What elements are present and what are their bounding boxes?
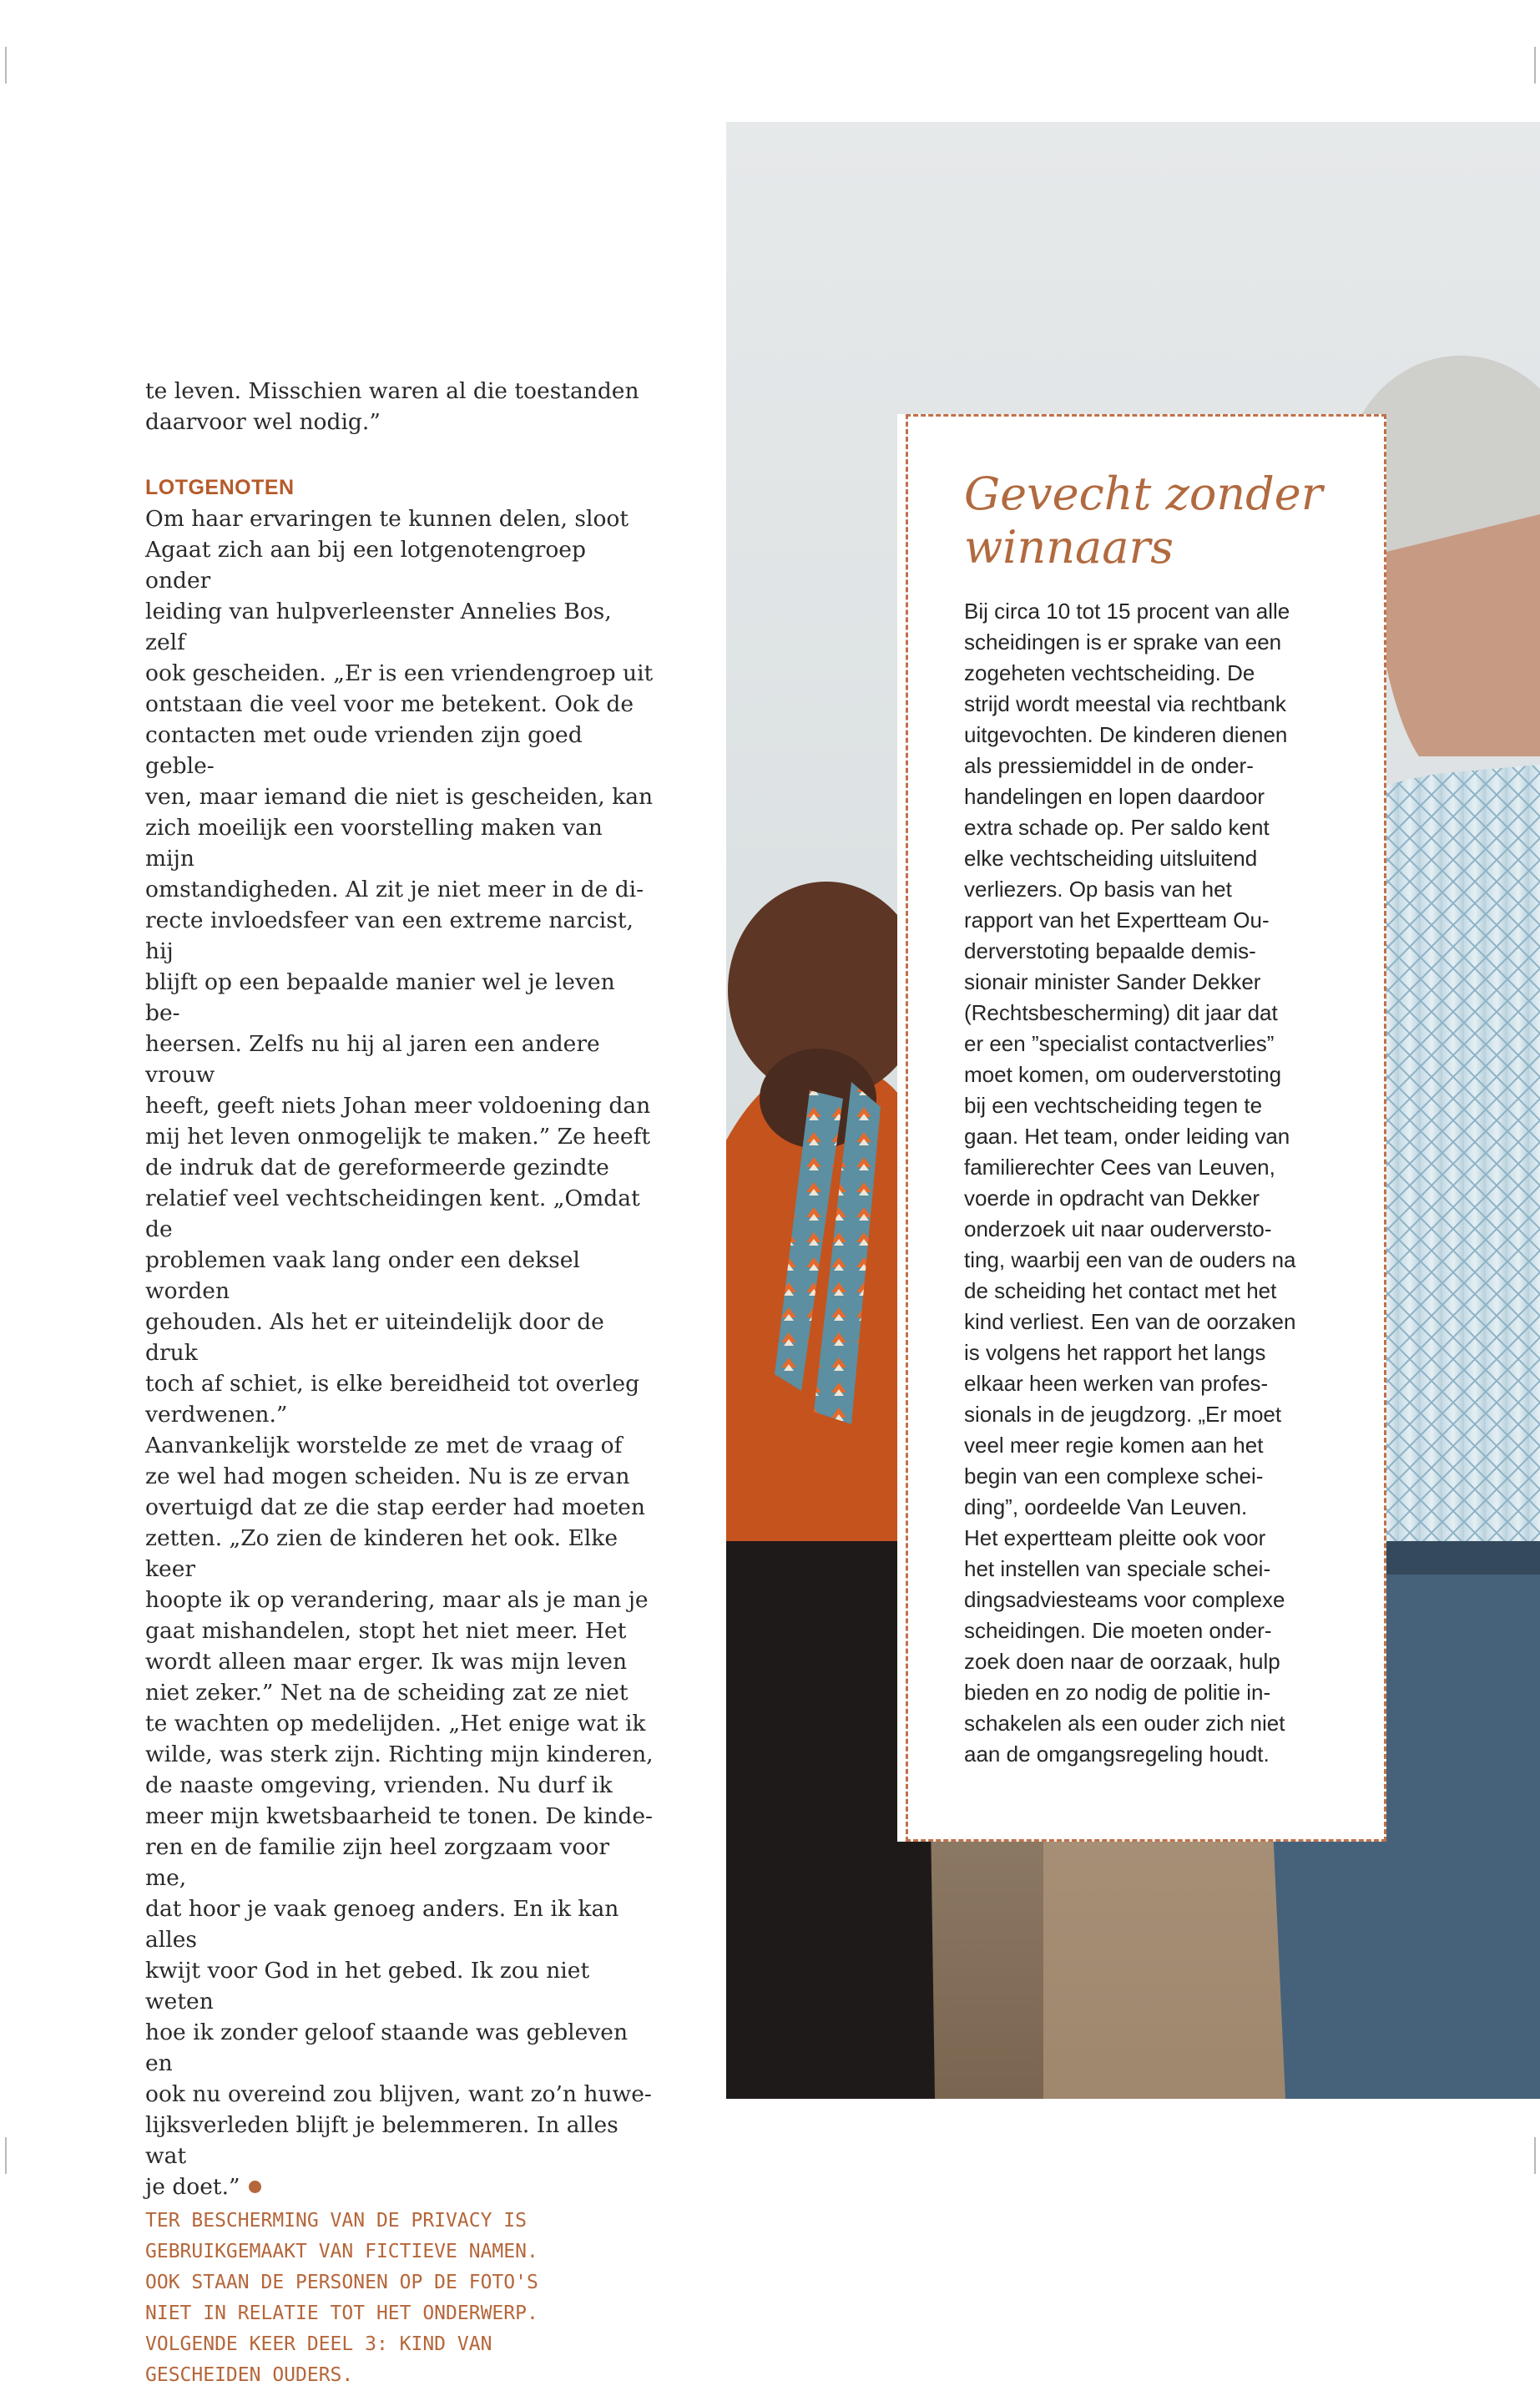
sidebar-body: Bij circa 10 tot 15 procent van alle scheidingen is er sprake van een zogeheten vechtscheiding. De strijd wordt meestal via rechtbank uitgevochten. De kinderen dienen als pressiemiddel in de onder- handelingen en lopen daardoor extra schade op. Per saldo kent elke vechtscheiding uitsluitend verliezers. Op basis van het rapport van het Expertteam Ou- derverstoting bepaalde demis- sionair minister Sander Dekker (Rechtsbescherming) dit jaar dat er een ”specialist contactverlies” moet komen, om ouderverstoting bij een vechtscheiding tegen te gaan. Het team, onder leiding van familierechter Cees van Leuven, voerde in opdracht van Dekker onderzoek uit naar ouderversto- ting, waarbij een van de ouders na de scheiding het contact met het kind verliest. Een van de oorzaken is volgens het rapport het langs elkaar heen werken van profes- sionals in de jeugdzorg. „Er moet veel meer regie komen aan het begin van een complexe schei- ding”, oordeelde Van Leuven. Het expertteam pleitte ook voor het instellen van speciale schei- dingsadviesteams voor complexe scheidingen. Die moeten onder- zoek doen naar de oorzaak, hulp bieden en zo nodig de politie in- schakelen als een ouder zich niet aan de omgangsregeling houdt. (964, 599, 1296, 1767)
crop-mark-bottom-right (1534, 2137, 1536, 2174)
crop-mark-top-left (5, 47, 7, 83)
section-heading: LOTGENOTEN (145, 476, 295, 499)
article-paragraph-ending (145, 1430, 654, 2202)
article-intro: te leven. Misschien waren al die toestanden daarvoor wel nodig.” (145, 378, 639, 435)
end-bullet-icon (249, 2181, 261, 2193)
sidebar-title: Gevecht zonder winnaars (964, 468, 1323, 574)
privacy-note: TER BESCHERMING VAN DE PRIVACY IS GEBRUIKGEMAAKT VAN FICTIEVE NAMEN. OOK STAAN DE PERSONEN OP DE FOTO'S NIET IN RELATIE TOT HET ONDERWERP. VOLGENDE KEER DEEL 3: KIND VAN GESCHEIDEN OUDERS. (145, 2210, 538, 2386)
sidebar-box (897, 414, 1386, 1842)
article-paragraph: Om haar ervaringen te kunnen delen, sloot Agaat zich aan bij een lotgenotengroep onder leiding van hulpverleenster Annelies Bos, zelf ook gescheiden. „Er is een vriendengroep uit ontstaan die veel voor me betekent. Ook de contacten met oude vrienden zijn goed geble- ven, maar iemand die niet is gescheiden, kan zich moeilijk een voorstelling maken van mijn omstandigheden. Al zit je niet meer in de di- recte invloedsfeer van een extreme narcist, hij blijft op een bepaalde manier wel je leven be- heersen. Zelfs nu hij al jaren een andere vrouw heeft, geeft niets Johan meer voldoening dan mij het leven onmogelijk te maken.” Ze heeft de indruk dat de gereformeerde gezindte relatief veel vechtscheidingen kent. „Omdat de problemen vaak lang onder een deksel worden gehouden. Als het er uiteindelijk door de druk toch af schiet, is elke bereidheid tot overleg verdwenen.” (145, 506, 654, 1428)
article-column (145, 376, 654, 2391)
crop-mark-top-right (1534, 47, 1536, 83)
article-paragraph-text: Aanvankelijk worstelde ze met de vraag of ze wel had mogen scheiden. Nu is ze ervan overtuigd dat ze die stap eerder had moeten zetten. „Zo zien de kinderen het ook. Elke keer hoopte ik op verandering, maar als je man je gaat mishandelen, stopt het niet meer. Het wordt alleen maar erger. Ik was mijn leven niet zeker.” Net na de scheiding zat ze niet te wachten op medelijden. „Het enige wat ik wilde, was sterk zijn. Richting mijn kinderen, de naaste omgeving, vrienden. Nu durf ik meer mijn kwetsbaarheid te tonen. De kinde- ren en de familie zijn heel zorgzaam voor me, dat hoor je vaak genoeg anders. En ik kan alles kwijt voor God in het gebed. Ik zou niet weten hoe ik zonder geloof staande was gebleven en ook nu overeind zou blijven, want zo’n huwe- lijksverleden blijft je belemmeren. In alles wat je doet.” (145, 1433, 654, 2200)
crop-mark-bottom-left (5, 2137, 7, 2174)
